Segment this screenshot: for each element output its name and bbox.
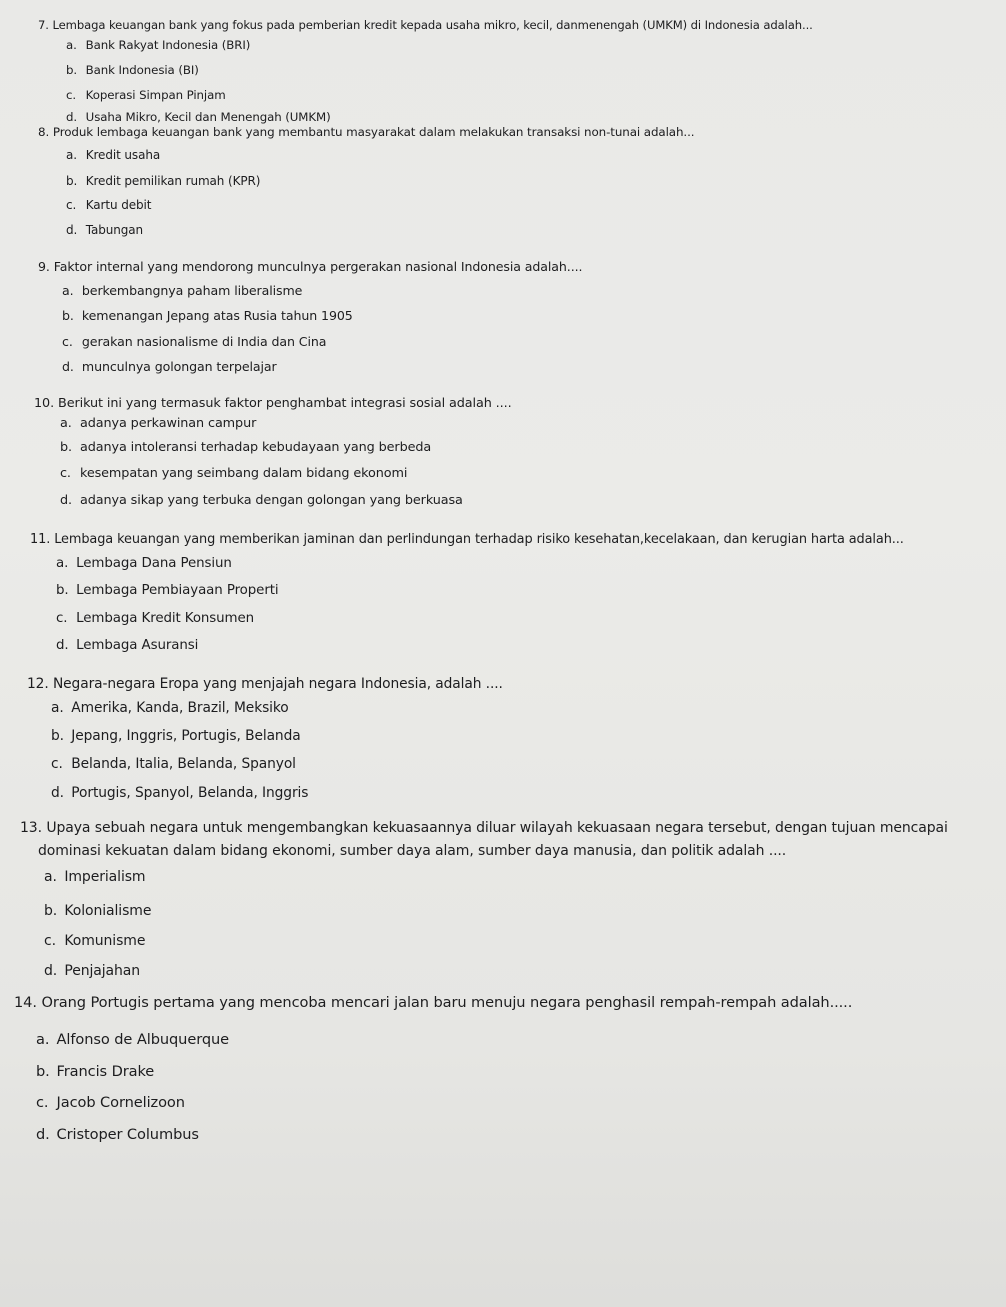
option-text: Tabungan — [85, 223, 144, 237]
option-d[interactable] — [36, 1126, 199, 1143]
option-text: Jepang, Inggris, Portugis, Belanda — [71, 728, 301, 744]
option-text: Cristoper Columbus — [56, 1126, 199, 1143]
option-text: Amerika, Kanda, Brazil, Meksiko — [71, 700, 289, 716]
option-letter: a. — [56, 556, 69, 571]
option-letter: b. — [62, 308, 74, 323]
question-text: Upaya sebuah negara untuk mengembangkan kekuasaannya diluar wilayah kekuasaan negara tersebut, dengan tujuan mencapai dominasi kekuatan dalam bidang ekonomi, sumber daya alam, sumber daya manusia, dan politik adalah .... — [38, 820, 948, 859]
option-letter: b. — [66, 174, 78, 188]
option-c[interactable] — [44, 933, 145, 949]
question-text: Lembaga keuangan bank yang fokus pada pemberian kredit kepada usaha mikro, kecil, danmenengah (UMKM) di Indonesia adalah... — [52, 18, 813, 32]
option-letter: c. — [66, 198, 77, 212]
question-number: 8. — [38, 125, 50, 139]
option-d[interactable] — [60, 493, 463, 508]
option-text: Lembaga Pembiayaan Properti — [76, 583, 279, 598]
option-a[interactable] — [36, 1031, 229, 1048]
question-stem — [30, 532, 904, 547]
option-letter: c. — [66, 88, 77, 102]
option-b[interactable] — [51, 728, 301, 744]
option-letter: a. — [62, 283, 74, 298]
question-number: 10. — [34, 396, 55, 411]
option-a[interactable] — [62, 283, 302, 298]
option-text: Lembaga Dana Pensiun — [76, 556, 232, 571]
option-c[interactable] — [66, 198, 151, 212]
option-text: kemenangan Jepang atas Rusia tahun 1905 — [81, 308, 353, 323]
option-b[interactable] — [66, 174, 260, 188]
option-d[interactable] — [44, 963, 140, 979]
option-c[interactable] — [60, 466, 407, 481]
option-letter: c. — [36, 1094, 49, 1111]
option-c[interactable] — [56, 611, 254, 626]
option-text: Kolonialisme — [64, 903, 152, 919]
option-text: munculnya golongan terpelajar — [81, 359, 277, 374]
option-text: Belanda, Italia, Belanda, Spanyol — [71, 756, 296, 772]
option-letter: d. — [66, 110, 78, 124]
question-text: Lembaga keuangan yang memberikan jaminan dan perlindungan terhadap risiko kesehatan,kecelakaan, dan kerugian harta adalah... — [54, 532, 904, 547]
option-text: Komunisme — [64, 933, 146, 949]
option-letter: c. — [62, 334, 73, 349]
option-text: berkembangnya paham liberalisme — [81, 283, 303, 298]
option-letter: d. — [66, 223, 78, 237]
question-stem — [20, 817, 998, 863]
option-c[interactable] — [51, 756, 296, 772]
option-text: Alfonso de Albuquerque — [56, 1031, 230, 1048]
question-text: Produk lembaga keuangan bank yang membantu masyarakat dalam melakukan transaksi non-tunai adalah... — [52, 125, 695, 139]
question-stem — [27, 676, 503, 692]
option-letter: c. — [56, 611, 68, 626]
question-text: Faktor internal yang mendorong munculnya pergerakan nasional Indonesia adalah.... — [53, 259, 583, 274]
option-d[interactable] — [66, 110, 331, 124]
option-text: gerakan nasionalisme di India dan Cina — [81, 334, 327, 349]
option-d[interactable] — [56, 638, 198, 653]
option-text: Lembaga Asuransi — [76, 638, 199, 653]
question-number: 13. — [20, 820, 42, 836]
option-text: Kredit usaha — [85, 148, 161, 162]
option-text: adanya perkawinan campur — [79, 416, 257, 431]
option-letter: c. — [44, 933, 56, 949]
option-letter: d. — [62, 359, 74, 374]
option-b[interactable] — [62, 308, 353, 323]
option-letter: b. — [66, 63, 78, 77]
question-number: 9. — [38, 259, 50, 274]
question-number: 11. — [30, 532, 51, 547]
option-letter: d. — [36, 1126, 50, 1143]
option-letter: d. — [44, 963, 58, 979]
option-letter: d. — [56, 638, 69, 653]
question-stem — [38, 18, 813, 32]
option-b[interactable] — [60, 440, 431, 455]
option-text: Imperialism — [64, 869, 146, 885]
question-number: 7. — [38, 18, 49, 32]
option-letter: d. — [51, 785, 64, 801]
question-number: 14. — [14, 994, 37, 1011]
question-stem — [38, 125, 694, 139]
option-text: kesempatan yang seimbang dalam bidang ekonomi — [79, 466, 408, 481]
option-text: Koperasi Simpan Pinjam — [85, 88, 226, 102]
option-letter: d. — [60, 493, 72, 508]
question-stem — [14, 994, 852, 1011]
option-a[interactable] — [66, 148, 160, 162]
option-d[interactable] — [66, 223, 143, 237]
option-letter: a. — [66, 148, 77, 162]
option-text: Jacob Cornelizoon — [56, 1094, 185, 1111]
option-a[interactable] — [51, 700, 289, 716]
option-b[interactable] — [56, 583, 279, 598]
option-letter: a. — [44, 869, 57, 885]
option-text: Penjajahan — [64, 963, 141, 979]
option-text: Kredit pemilikan rumah (KPR) — [85, 174, 261, 188]
option-letter: a. — [60, 416, 72, 431]
option-text: Usaha Mikro, Kecil dan Menengah (UMKM) — [85, 110, 331, 124]
option-text: Francis Drake — [56, 1063, 155, 1080]
option-letter: b. — [44, 903, 58, 919]
question-stem — [38, 259, 582, 274]
option-text: Kartu debit — [85, 198, 152, 212]
option-letter: b. — [56, 583, 69, 598]
option-b[interactable] — [44, 903, 151, 919]
option-c[interactable] — [66, 88, 226, 102]
option-letter: a. — [66, 38, 77, 52]
option-a[interactable] — [66, 38, 250, 52]
option-letter: b. — [36, 1063, 50, 1080]
option-letter: a. — [51, 700, 64, 716]
option-c[interactable] — [62, 334, 326, 349]
option-b[interactable] — [36, 1063, 154, 1080]
option-text: Lembaga Kredit Konsumen — [76, 611, 255, 626]
option-b[interactable] — [66, 63, 199, 77]
option-text: Bank Indonesia (BI) — [85, 63, 199, 77]
option-text: adanya sikap yang terbuka dengan golongan yang berkuasa — [79, 493, 463, 508]
option-letter: c. — [51, 756, 63, 772]
question-text: Berikut ini yang termasuk faktor penghambat integrasi sosial adalah .... — [58, 396, 512, 411]
option-a[interactable] — [60, 416, 256, 431]
question-stem — [34, 396, 512, 411]
option-d[interactable] — [51, 785, 308, 801]
option-a[interactable] — [44, 869, 145, 885]
question-text: Orang Portugis pertama yang mencoba mencari jalan baru menuju negara penghasil rempah-rempah adalah..... — [41, 994, 853, 1011]
option-d[interactable] — [62, 359, 277, 374]
option-text: Portugis, Spanyol, Belanda, Inggris — [71, 785, 309, 801]
option-c[interactable] — [36, 1094, 185, 1111]
question-number: 12. — [27, 676, 49, 692]
option-text: adanya intoleransi terhadap kebudayaan yang berbeda — [79, 440, 432, 455]
option-letter: a. — [36, 1031, 50, 1048]
option-letter: c. — [60, 466, 71, 481]
option-letter: b. — [51, 728, 64, 744]
option-a[interactable] — [56, 556, 232, 571]
question-text: Negara-negara Eropa yang menjajah negara Indonesia, adalah .... — [52, 676, 503, 692]
option-letter: b. — [60, 440, 72, 455]
option-text: Bank Rakyat Indonesia (BRI) — [85, 38, 251, 52]
